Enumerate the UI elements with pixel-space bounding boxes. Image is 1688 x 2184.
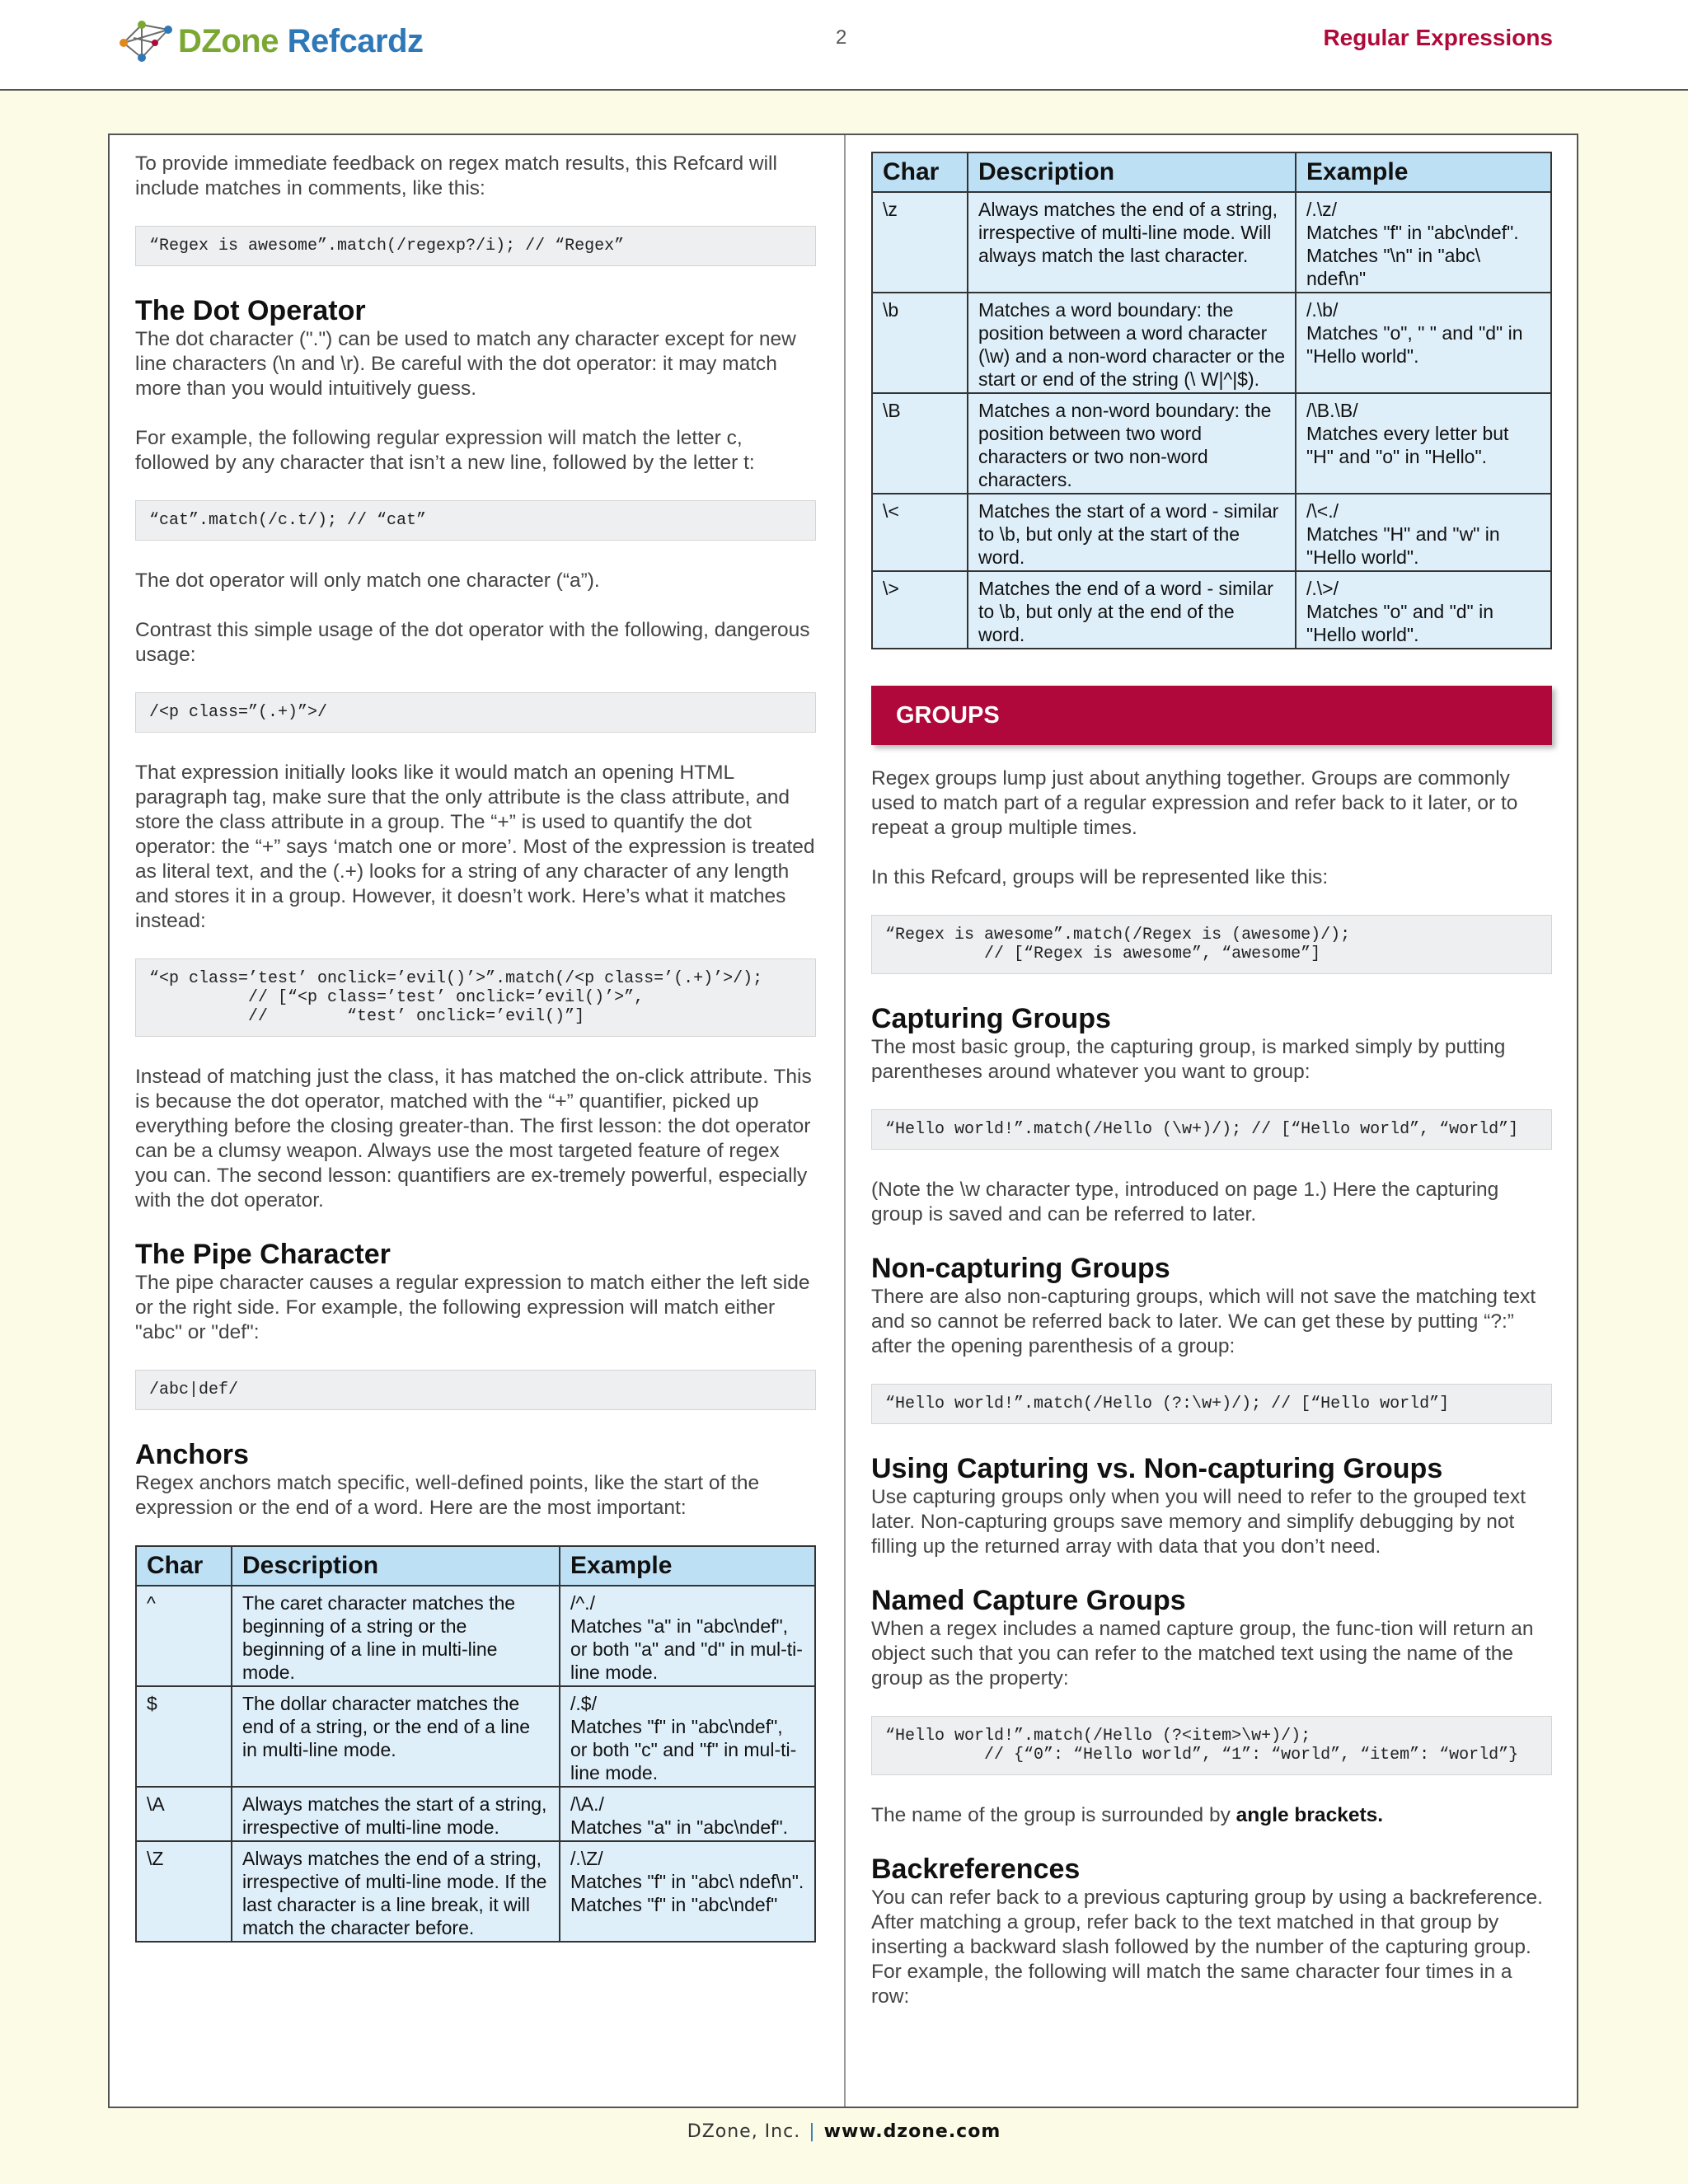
dot-paragraph-5: That expression initially looks like it would match an opening HTML paragraph tag, make sure that the only attribute is the class attribute, and store the class attribute in a group. The “+” is used to quantify the dot operator: the “+” says ‘match one or more’. Most of the expression is treated as literal text, and the (.+) looks for a string of any character of any length and stores it in a group. However, it doesn’t work. Here’s what it matches instead: [135, 762, 815, 932]
dot-paragraph-1: The dot character (".") can be used to match any character except for new line characters (\n and \r). Be careful with the dot operator: it may match more than you would intuitively guess. [135, 328, 796, 400]
table-row [872, 571, 1551, 649]
table-header-row [872, 152, 1551, 192]
capturing-groups-heading: Capturing Groups [871, 1003, 1111, 1034]
table-header-description: Description [232, 1546, 560, 1586]
dot-paragraph-2: For example, the following regular expression will match the letter c, followed by any character that isn’t a new line, followed by the letter t: [135, 427, 755, 474]
table-cell-description: Matches the start of a word - similar to \b, but only at the start of the word. [968, 494, 1296, 571]
table-header-example: Example [1296, 152, 1551, 192]
table-row [136, 1787, 815, 1841]
table-row [136, 1686, 815, 1787]
code-intro: “Regex is awesome”.match(/regexp?/i); // “Regex” [135, 226, 816, 266]
page-footer [0, 2121, 1688, 2142]
named-p2-bold: angle brackets. [1236, 1804, 1384, 1826]
table-cell-description: Always matches the end of a string, irrespective of multi-line mode. If the last character is a line break, it will match the character before. [232, 1841, 560, 1942]
named-paragraph-1: When a regex includes a named capture group, the func-tion will return an object such that you can refer to the matched text using the name of the group as the property: [871, 1618, 1534, 1690]
right-column [871, 152, 1552, 2034]
non-capturing-groups-heading: Non-capturing Groups [871, 1253, 1170, 1284]
table-cell-char: \Z [136, 1841, 232, 1942]
table-header-description: Description [968, 152, 1296, 192]
document-title: Regular Expressions [1323, 25, 1553, 50]
table-header-row [136, 1546, 815, 1586]
table-row [872, 393, 1551, 494]
table-cell-description: The dollar character matches the end of a string, or the end of a line in multi-line mode. [232, 1686, 560, 1787]
code-cat: “cat”.match(/c.t/); // “cat” [135, 500, 816, 541]
table-row [872, 494, 1551, 571]
dot-paragraph-3: The dot operator will only match one character (“a”). [135, 569, 600, 592]
pipe-paragraph-1: The pipe character causes a regular expression to match either the left side or the right side. For example, the following expression will match either "abc" or "def": [135, 1272, 810, 1343]
using-groups-heading: Using Capturing vs. Non-capturing Groups [871, 1453, 1443, 1484]
noncap-paragraph-1: There are also non-capturing groups, which will not save the matching text and so cannot be referred back to later. We can get these by putting “?:” after the opening parenthesis of a group: [871, 1286, 1536, 1357]
named-p2-text: The name of the group is surrounded by [871, 1804, 1236, 1826]
code-pclass: /<p class=”(.+)”>/ [135, 692, 816, 733]
column-divider [844, 135, 846, 2107]
table-cell-description: The caret character matches the beginning of a string or the beginning of a line in multi-line mode. [232, 1586, 560, 1686]
groups-section-banner: GROUPS [871, 686, 1552, 745]
logo-wordmark [178, 23, 424, 60]
groups-paragraph-1: Regex groups lump just about anything together. Groups are commonly used to match part of a regular expression and refer back to it later, or to repeat a group multiple times. [871, 767, 1518, 839]
table-cell-example: /.$/ Matches "f" in "abc\ndef", or both "c" and "f" in mul-ti-line mode. [560, 1686, 815, 1787]
table-row [136, 1586, 815, 1686]
code-pipe: /abc|def/ [135, 1370, 816, 1410]
table-row [872, 192, 1551, 293]
table-row [136, 1841, 815, 1942]
table-cell-char: \> [872, 571, 968, 649]
table-cell-char: ^ [136, 1586, 232, 1686]
dot-operator-heading: The Dot Operator [135, 295, 366, 326]
anchors-heading: Anchors [135, 1439, 249, 1470]
table-cell-description: Matches the end of a word - similar to \b, but only at the end of the word. [968, 571, 1296, 649]
anchors-table [135, 1545, 816, 1943]
table-cell-example: /^./ Matches "a" in "abc\ndef", or both "a" and "d" in mul-ti-line mode. [560, 1586, 815, 1686]
table-header-char: Char [872, 152, 968, 192]
backref-paragraph-1: You can refer back to a previous capturing group by using a backreference. After matching a group, refer back to the text matched in that group by inserting a backward slash followed by the number of the capturing group. For example, the following will match the same character four times in a row: [871, 1886, 1543, 2008]
table-cell-char: \B [872, 393, 968, 494]
table-cell-description: Always matches the end of a string, irrespective of multi-line mode. Will always match the last character. [968, 192, 1296, 293]
footer-company: DZone, Inc. [687, 2121, 801, 2142]
code-noncap: “Hello world!”.match(/Hello (?:\w+)/); // [“Hello world”] [871, 1384, 1552, 1424]
pipe-character-heading: The Pipe Character [135, 1239, 391, 1270]
logo-dzone-text: DZone [178, 22, 279, 59]
left-column [135, 152, 816, 1943]
table-header-char: Char [136, 1546, 232, 1586]
code-evil: “<p class=’test’ onclick=’evil()’>”.match(/<p class=’(.+)’>/); // [“<p class=’test’ onclick=’evil()’>”, // “test’ onclick=’evil()”] [135, 958, 816, 1037]
code-capturing: “Hello world!”.match(/Hello (\w+)/); // [“Hello world”, “world”] [871, 1109, 1552, 1150]
table-cell-example: /.\z/ Matches "f" in "abc\ndef". Matches "\n" in "abc\ ndef\n" [1296, 192, 1551, 293]
using-paragraph-1: Use capturing groups only when you will need to refer to the grouped text later. Non-capturing groups save memory and simplify debugging by not filling up the returned array with data that you don’t need. [871, 1486, 1526, 1558]
code-named: “Hello world!”.match(/Hello (?<item>\w+)/); // {“0”: “Hello world”, “1”: “world”, “item”: “world”} [871, 1716, 1552, 1775]
network-logo-icon [117, 18, 175, 64]
table-cell-char: \< [872, 494, 968, 571]
table-cell-description: Matches a word boundary: the position between a word character (\w) and a non-word character or the start or end of the string (\ W|^|$). [968, 293, 1296, 393]
dot-paragraph-4: Contrast this simple usage of the dot operator with the following, dangerous usage: [135, 619, 810, 666]
table-cell-example: /\<./ Matches "H" and "w" in "Hello world". [1296, 494, 1551, 571]
table-cell-example: /.\>/ Matches "o" and "d" in "Hello world". [1296, 571, 1551, 649]
footer-website-link[interactable]: www.dzone.com [823, 2121, 1001, 2142]
table-cell-example: /\A./ Matches "a" in "abc\ndef". [560, 1787, 815, 1841]
page-number: 2 [836, 26, 847, 49]
table-cell-char: \z [872, 192, 968, 293]
table-cell-char: $ [136, 1686, 232, 1787]
footer-separator: | [809, 2121, 816, 2142]
table-cell-description: Always matches the start of a string, irrespective of multi-line mode. [232, 1787, 560, 1841]
anchors-table-continued [871, 152, 1552, 649]
anchors-paragraph-1: Regex anchors match specific, well-defined points, like the start of the expression or the end of a word. Here are the most important: [135, 1472, 760, 1519]
table-cell-example: /\B.\B/ Matches every letter but "H" and "o" in "Hello". [1296, 393, 1551, 494]
table-row [872, 293, 1551, 393]
table-header-example: Example [560, 1546, 815, 1586]
table-cell-example: /.\Z/ Matches "f" in "abc\ ndef\n". Matches "f" in "abc\ndef" [560, 1841, 815, 1942]
content-panel [108, 134, 1578, 2108]
table-cell-char: \b [872, 293, 968, 393]
backreferences-heading: Backreferences [871, 1854, 1081, 1885]
page-header [0, 0, 1688, 91]
intro-paragraph: To provide immediate feedback on regex match results, this Refcard will include matches in comments, like this: [135, 152, 777, 199]
table-cell-example: /.\b/ Matches "o", " " and "d" in "Hello world". [1296, 293, 1551, 393]
named-paragraph-2 [871, 1803, 1552, 1828]
logo-refcardz-text: Refcardz [287, 22, 424, 59]
capturing-paragraph-2: (Note the \w character type, introduced on page 1.) Here the capturing group is saved and can be referred to later. [871, 1179, 1499, 1226]
table-cell-description: Matches a non-word boundary: the position between two word characters or two non-word characters. [968, 393, 1296, 494]
dzone-refcardz-logo[interactable] [117, 18, 424, 64]
table-cell-char: \A [136, 1787, 232, 1841]
code-groups: “Regex is awesome”.match(/Regex is (awesome)/); // [“Regex is awesome”, “awesome”] [871, 915, 1552, 974]
groups-paragraph-2: In this Refcard, groups will be represented like this: [871, 866, 1329, 888]
named-capture-groups-heading: Named Capture Groups [871, 1585, 1186, 1616]
dot-paragraph-6: Instead of matching just the class, it has matched the on-click attribute. This is because the dot operator, matched with the “+” quantifier, picked up everything before the closing greater-than. The first lesson: the dot operator can be a clumsy weapon. Always use the most targeted feature of regex you can. The second lesson: quantifiers are ex-tremely powerful, especially with the dot operator. [135, 1066, 812, 1212]
capturing-paragraph-1: The most basic group, the capturing group, is marked simply by putting parentheses around whatever you want to group: [871, 1036, 1506, 1083]
